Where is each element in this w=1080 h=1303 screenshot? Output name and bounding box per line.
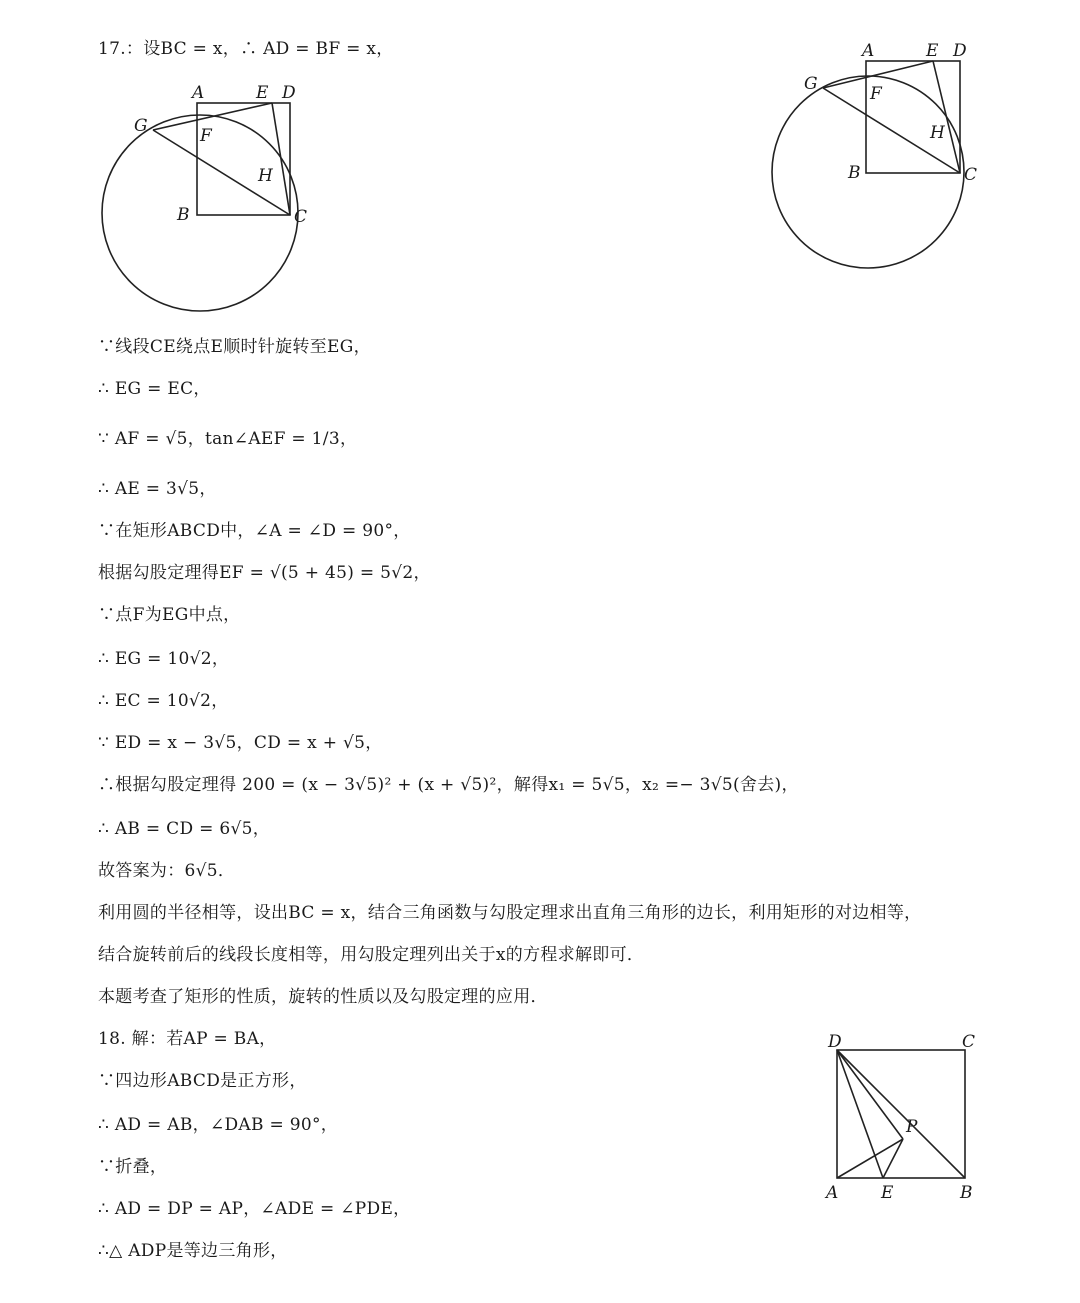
fig3-label-b: B bbox=[960, 1183, 973, 1203]
fig1-label-c: C bbox=[294, 207, 308, 227]
fig3-label-d: D bbox=[828, 1032, 842, 1052]
text-line-18: 18. 解：若AP = BA， bbox=[98, 1029, 277, 1049]
fig2-label-g: G bbox=[804, 74, 818, 94]
text-line-20: ∴ AD = AB，∠DAB = 90°， bbox=[98, 1115, 339, 1135]
text-line-17: 本题考查了矩形的性质，旋转的性质以及勾股定理的应用． bbox=[98, 987, 548, 1007]
text-line-3: ∴ EG = EC， bbox=[98, 379, 211, 399]
fig2-label-b: B bbox=[848, 163, 861, 183]
fig1-label-f: F bbox=[200, 126, 212, 146]
text-line-10: ∴ EC = 10√2， bbox=[98, 691, 229, 711]
fig1-label-a: A bbox=[192, 83, 205, 103]
text-line-12: ∴根据勾股定理得 200 = (x − 3√5)² + (x + √5)²，解得x₁ = 5√5，x₂ =− 3√5(舍去)， bbox=[98, 775, 799, 795]
text-line-9: ∴ EG = 10√2， bbox=[98, 649, 230, 669]
fig2-label-e: E bbox=[926, 41, 939, 61]
text-line-16: 结合旋转前后的线段长度相等，用勾股定理列出关于x的方程求解即可． bbox=[98, 945, 645, 965]
fig1-label-e: E bbox=[256, 83, 269, 103]
fig3-label-p: P bbox=[906, 1117, 918, 1137]
fig2-label-d: D bbox=[953, 41, 967, 61]
text-line-21: ∵折叠， bbox=[98, 1157, 168, 1177]
fig1-label-b: B bbox=[177, 205, 190, 225]
text-line-11: ∵ ED = x − 3√5，CD = x + √5， bbox=[98, 733, 383, 753]
text-line-13: ∴ AB = CD = 6√5， bbox=[98, 819, 270, 839]
text-line-7: 根据勾股定理得EF = √(5 + 45) = 5√2， bbox=[98, 563, 431, 583]
text-line-14: 故答案为：6√5． bbox=[98, 861, 236, 881]
text-line-5: ∴ AE = 3√5， bbox=[98, 479, 217, 499]
text-line-15: 利用圆的半径相等，设出BC = x，结合三角函数与勾股定理求出直角三角形的边长，利用矩形的对边相等， bbox=[98, 903, 922, 923]
text-line-22: ∴ AD = DP = AP，∠ADE = ∠PDE， bbox=[98, 1199, 411, 1219]
text-line-6: ∵在矩形ABCD中，∠A = ∠D = 90°， bbox=[98, 521, 411, 541]
text-line-2: ∵线段CE绕点E顺时针旋转至EG， bbox=[98, 337, 371, 357]
text-line-4: ∵ AF = √5，tan∠AEF = 1/3， bbox=[98, 429, 358, 449]
text-line-23: ∴△ ADP是等边三角形， bbox=[98, 1241, 288, 1261]
fig3-label-c: C bbox=[962, 1032, 976, 1052]
fig3-label-e: E bbox=[881, 1183, 894, 1203]
fig1-label-g: G bbox=[134, 116, 148, 136]
fig1-label-h: H bbox=[258, 166, 273, 186]
text-line-19: ∵四边形ABCD是正方形， bbox=[98, 1071, 307, 1091]
fig3-label-a: A bbox=[826, 1183, 839, 1203]
fig2-label-f: F bbox=[870, 84, 882, 104]
text-line-8: ∵点F为EG中点， bbox=[98, 605, 241, 625]
fig2-label-a: A bbox=[862, 41, 875, 61]
fig1-label-d: D bbox=[282, 83, 296, 103]
fig2-label-c: C bbox=[964, 165, 978, 185]
fig2-label-h: H bbox=[930, 123, 945, 143]
text-line-1: 17.：设BC = x，∴ AD = BF = x， bbox=[98, 39, 394, 59]
